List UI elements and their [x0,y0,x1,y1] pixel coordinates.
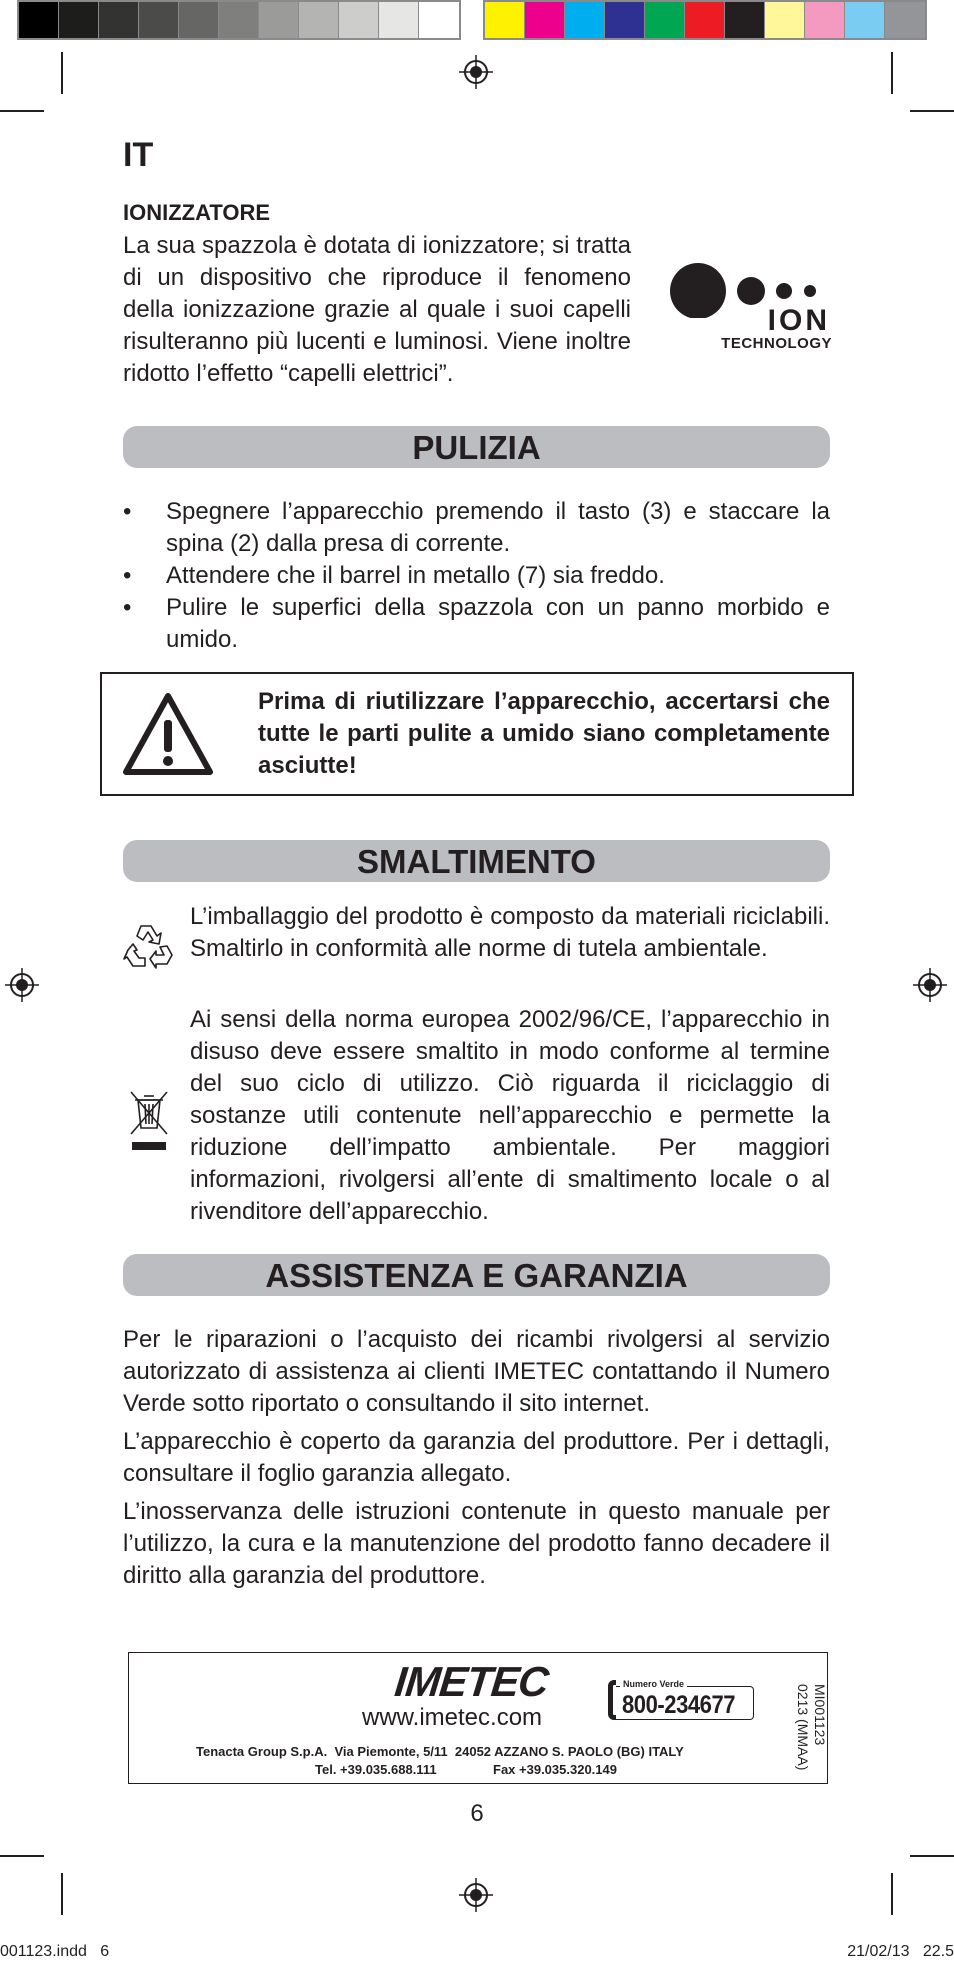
crop-mark [891,1873,893,1915]
color-swatch [419,2,459,38]
grayscale-control-bar [17,0,461,40]
product-code-line: MI001123 [812,1684,828,1746]
warranty-paragraph: L’apparecchio è coperto da garanzia del produttore. Per i dettagli, consultare il foglio garanzia allegato. [123,1428,830,1487]
color-swatch [565,2,605,38]
ionizer-heading: IONIZZATORE [123,200,271,225]
section-band-cleaning: PULIZIA [123,426,830,468]
warning-text: Prima di riutilizzare l’apparecchio, accertarsi che tutte le parti pulite a umido siano completamente asciutte! [258,688,830,779]
warranty-paragraph: L’inosservanza delle istruzioni contenute in questo manuale per l’utilizzo, la cura e la manutenzione del prodotto fanno decadere il diritto alla garanzia del produttore. [123,1498,830,1589]
list-item-text: Spegnere l’apparecchio premendo il tasto (3) e staccare la spina (2) dalla presa di corrente. [166,498,830,557]
crop-mark [61,1873,63,1915]
color-swatch [299,2,339,38]
color-swatch [219,2,259,38]
crop-mark [61,52,63,94]
list-item-text: Pulire le superfici della spazzola con un panno morbido e umido. [166,594,830,653]
color-swatch [885,2,925,38]
color-swatch [339,2,379,38]
color-swatch [59,2,99,38]
warranty-paragraph: Per le riparazioni o l’acquisto dei ricambi rivolgersi al servizio autorizzato di assistenza ai clienti IMETEC contattando il Numero Verde sotto riportato o consultando il sito internet. [123,1326,830,1417]
registration-mark-icon [459,1878,493,1912]
hotline-bracket [608,1680,616,1720]
bullet-symbol: • [123,562,132,589]
color-swatch [139,2,179,38]
list-item-text: Attendere che il barrel in metallo (7) sia freddo. [166,562,665,589]
crop-mark [0,1855,44,1857]
imetec-logo: IMETEC [392,1658,551,1705]
color-swatch [845,2,885,38]
list-item [123,560,830,592]
color-swatch [179,2,219,38]
color-swatch [525,2,565,38]
page-number: 6 [470,1800,484,1827]
hotline-label: Numero Verde [620,1678,687,1690]
cleaning-steps-list [123,496,830,656]
color-swatch [485,2,525,38]
slug-filename: 001123.indd 6 [0,1943,110,1960]
color-swatch [805,2,845,38]
bullet-symbol: • [123,594,132,621]
color-swatch [605,2,645,38]
crop-mark [0,110,44,112]
color-swatch [645,2,685,38]
company-address: Tenacta Group S.p.A. Via Piemonte, 5/11 24052 AZZANO S. PAOLO (BG) ITALY [196,1744,684,1759]
website-url: www.imetec.com [362,1704,543,1731]
registration-mark-icon [459,55,493,89]
list-item [123,496,830,560]
crop-mark [891,52,893,94]
technology-logo-text: TECHNOLOGY [721,335,832,352]
color-swatch [99,2,139,38]
list-item [123,592,830,656]
telephone-number: Tel. +39.035.688.111 [315,1762,437,1777]
weee-crossed-bin-icon [128,1090,170,1152]
product-code-line: 0213 (MMAA) [795,1684,811,1771]
weee-disposal-text: Ai sensi della norma europea 2002/96/CE, l’apparecchio in disuso deve essere smaltito in modo conforme al termine del suo ciclo di utilizzo. Ciò riguarda il riciclaggio di sostanze utili contenute nell’apparecchio e permette la riduzione dell’impatto ambientale. Per maggiori informazioni, rivolgersi all’ente di smaltimento locale o al rivenditore dell’apparecchio. [190,1006,830,1225]
language-code: IT [123,136,154,174]
ionizer-text: La sua spazzola è dotata di ionizzatore; si tratta di un dispositivo che riproduce il fenomeno della ionizzazione grazie al quale i suoi capelli risulteranno più lucenti e luminosi. Viene inoltre ridotto l’effetto “capelli elettrici”. [123,232,631,387]
fax-number: Fax +39.035.320.149 [493,1762,617,1777]
recycle-icon [123,920,175,972]
bullet-symbol: • [123,498,132,525]
color-control-bar [483,0,927,40]
crop-mark [910,1855,954,1857]
packaging-disposal-text: L’imballaggio del prodotto è composto da materiali riciclabili. Smaltirlo in conformità alle norme di tutela ambientale. [190,903,830,962]
color-swatch [685,2,725,38]
ion-technology-logo [668,258,834,354]
section-band-disposal: SMALTIMENTO [123,840,830,882]
warning-triangle-icon [120,690,216,778]
product-code [786,1684,826,1774]
hotline-badge [608,1678,754,1724]
color-swatch [725,2,765,38]
crop-mark [910,110,954,112]
color-swatch [379,2,419,38]
registration-mark-icon [5,968,39,1002]
section-band-warranty: ASSISTENZA E GARANZIA [123,1254,830,1296]
slug-date: 21/02/13 22.5 [847,1943,954,1960]
hotline-number: 800-234677 [622,1691,736,1719]
color-swatch [259,2,299,38]
ion-logo-text: ION [767,304,830,337]
registration-mark-icon [913,968,947,1002]
color-swatch [19,2,59,38]
color-swatch [765,2,805,38]
